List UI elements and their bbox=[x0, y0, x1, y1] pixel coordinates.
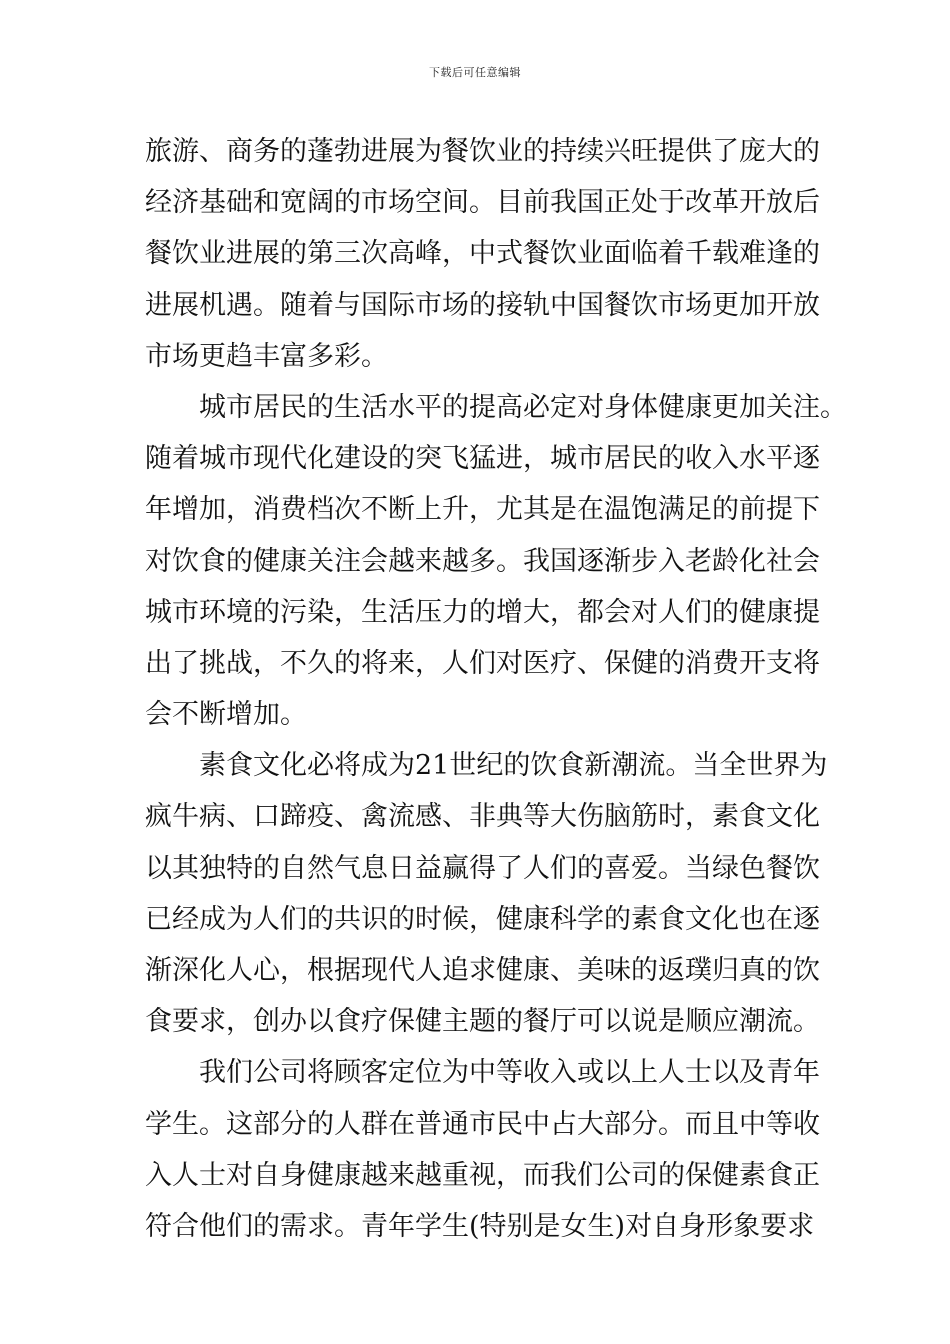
text-line: 会不断增加。 bbox=[145, 699, 307, 731]
text-line: 出了挑战，不久的将来，人们对医疗、保健的消费开支将 bbox=[145, 647, 820, 679]
text-line: 城市环境的污染，生活压力的增大，都会对人们的健康提 bbox=[145, 596, 820, 628]
text-line: 对饮食的健康关注会越来越多。我国逐渐步入老龄化社会 bbox=[145, 545, 820, 577]
paragraph-start-line: 素食文化必将成为21世纪的饮食新潮流。当全世界为 bbox=[199, 750, 828, 782]
text-line: 餐饮业进展的第三次高峰，中式餐饮业面临着千载难逢的 bbox=[145, 238, 820, 270]
text-line: 市场更趋丰富多彩。 bbox=[145, 340, 388, 372]
text-line: 疯牛病、口蹄疫、禽流感、非典等大伤脑筋时，素食文化 bbox=[145, 801, 820, 833]
text-line: 经济基础和宽阔的市场空间。目前我国正处于改革开放后 bbox=[145, 187, 820, 219]
text-line: 渐深化人心，根据现代人追求健康、美味的返璞归真的饮 bbox=[145, 955, 820, 986]
paragraph-start-line: 城市居民的生活水平的提高必定对身体健康更加关注。 bbox=[199, 391, 847, 423]
text-line: 进展机遇。随着与国际市场的接轨中国餐饮市场更加开放 bbox=[145, 289, 820, 321]
text-line: 以其独特的自然气息日益赢得了人们的喜爱。当绿色餐饮 bbox=[145, 852, 820, 884]
text-line: 符合他们的需求。青年学生(特别是女生)对自身形象要求 bbox=[145, 1210, 815, 1242]
document-body bbox=[145, 126, 847, 1252]
text-line: 食要求，创办以食疗保健主题的餐厅可以说是顺应潮流。 bbox=[145, 1006, 820, 1038]
page-header: 下载后可任意编辑 bbox=[429, 66, 521, 79]
text-line: 年增加，消费档次不断上升，尤其是在温饱满足的前提下 bbox=[145, 494, 820, 526]
text-line: 学生。这部分的人群在普通市民中占大部分。而且中等收 bbox=[145, 1108, 820, 1140]
text-line: 随着城市现代化建设的突飞猛进，城市居民的收入水平逐 bbox=[145, 443, 820, 475]
text-line: 已经成为人们的共识的时候，健康科学的素食文化也在逐 bbox=[145, 903, 820, 935]
text-line: 旅游、商务的蓬勃进展为餐饮业的持续兴旺提供了庞大的 bbox=[145, 136, 820, 167]
text-line: 入人士对自身健康越来越重视，而我们公司的保健素食正 bbox=[145, 1159, 820, 1191]
paragraph-start-line: 我们公司将顾客定位为中等收入或以上人士以及青年 bbox=[199, 1057, 820, 1089]
